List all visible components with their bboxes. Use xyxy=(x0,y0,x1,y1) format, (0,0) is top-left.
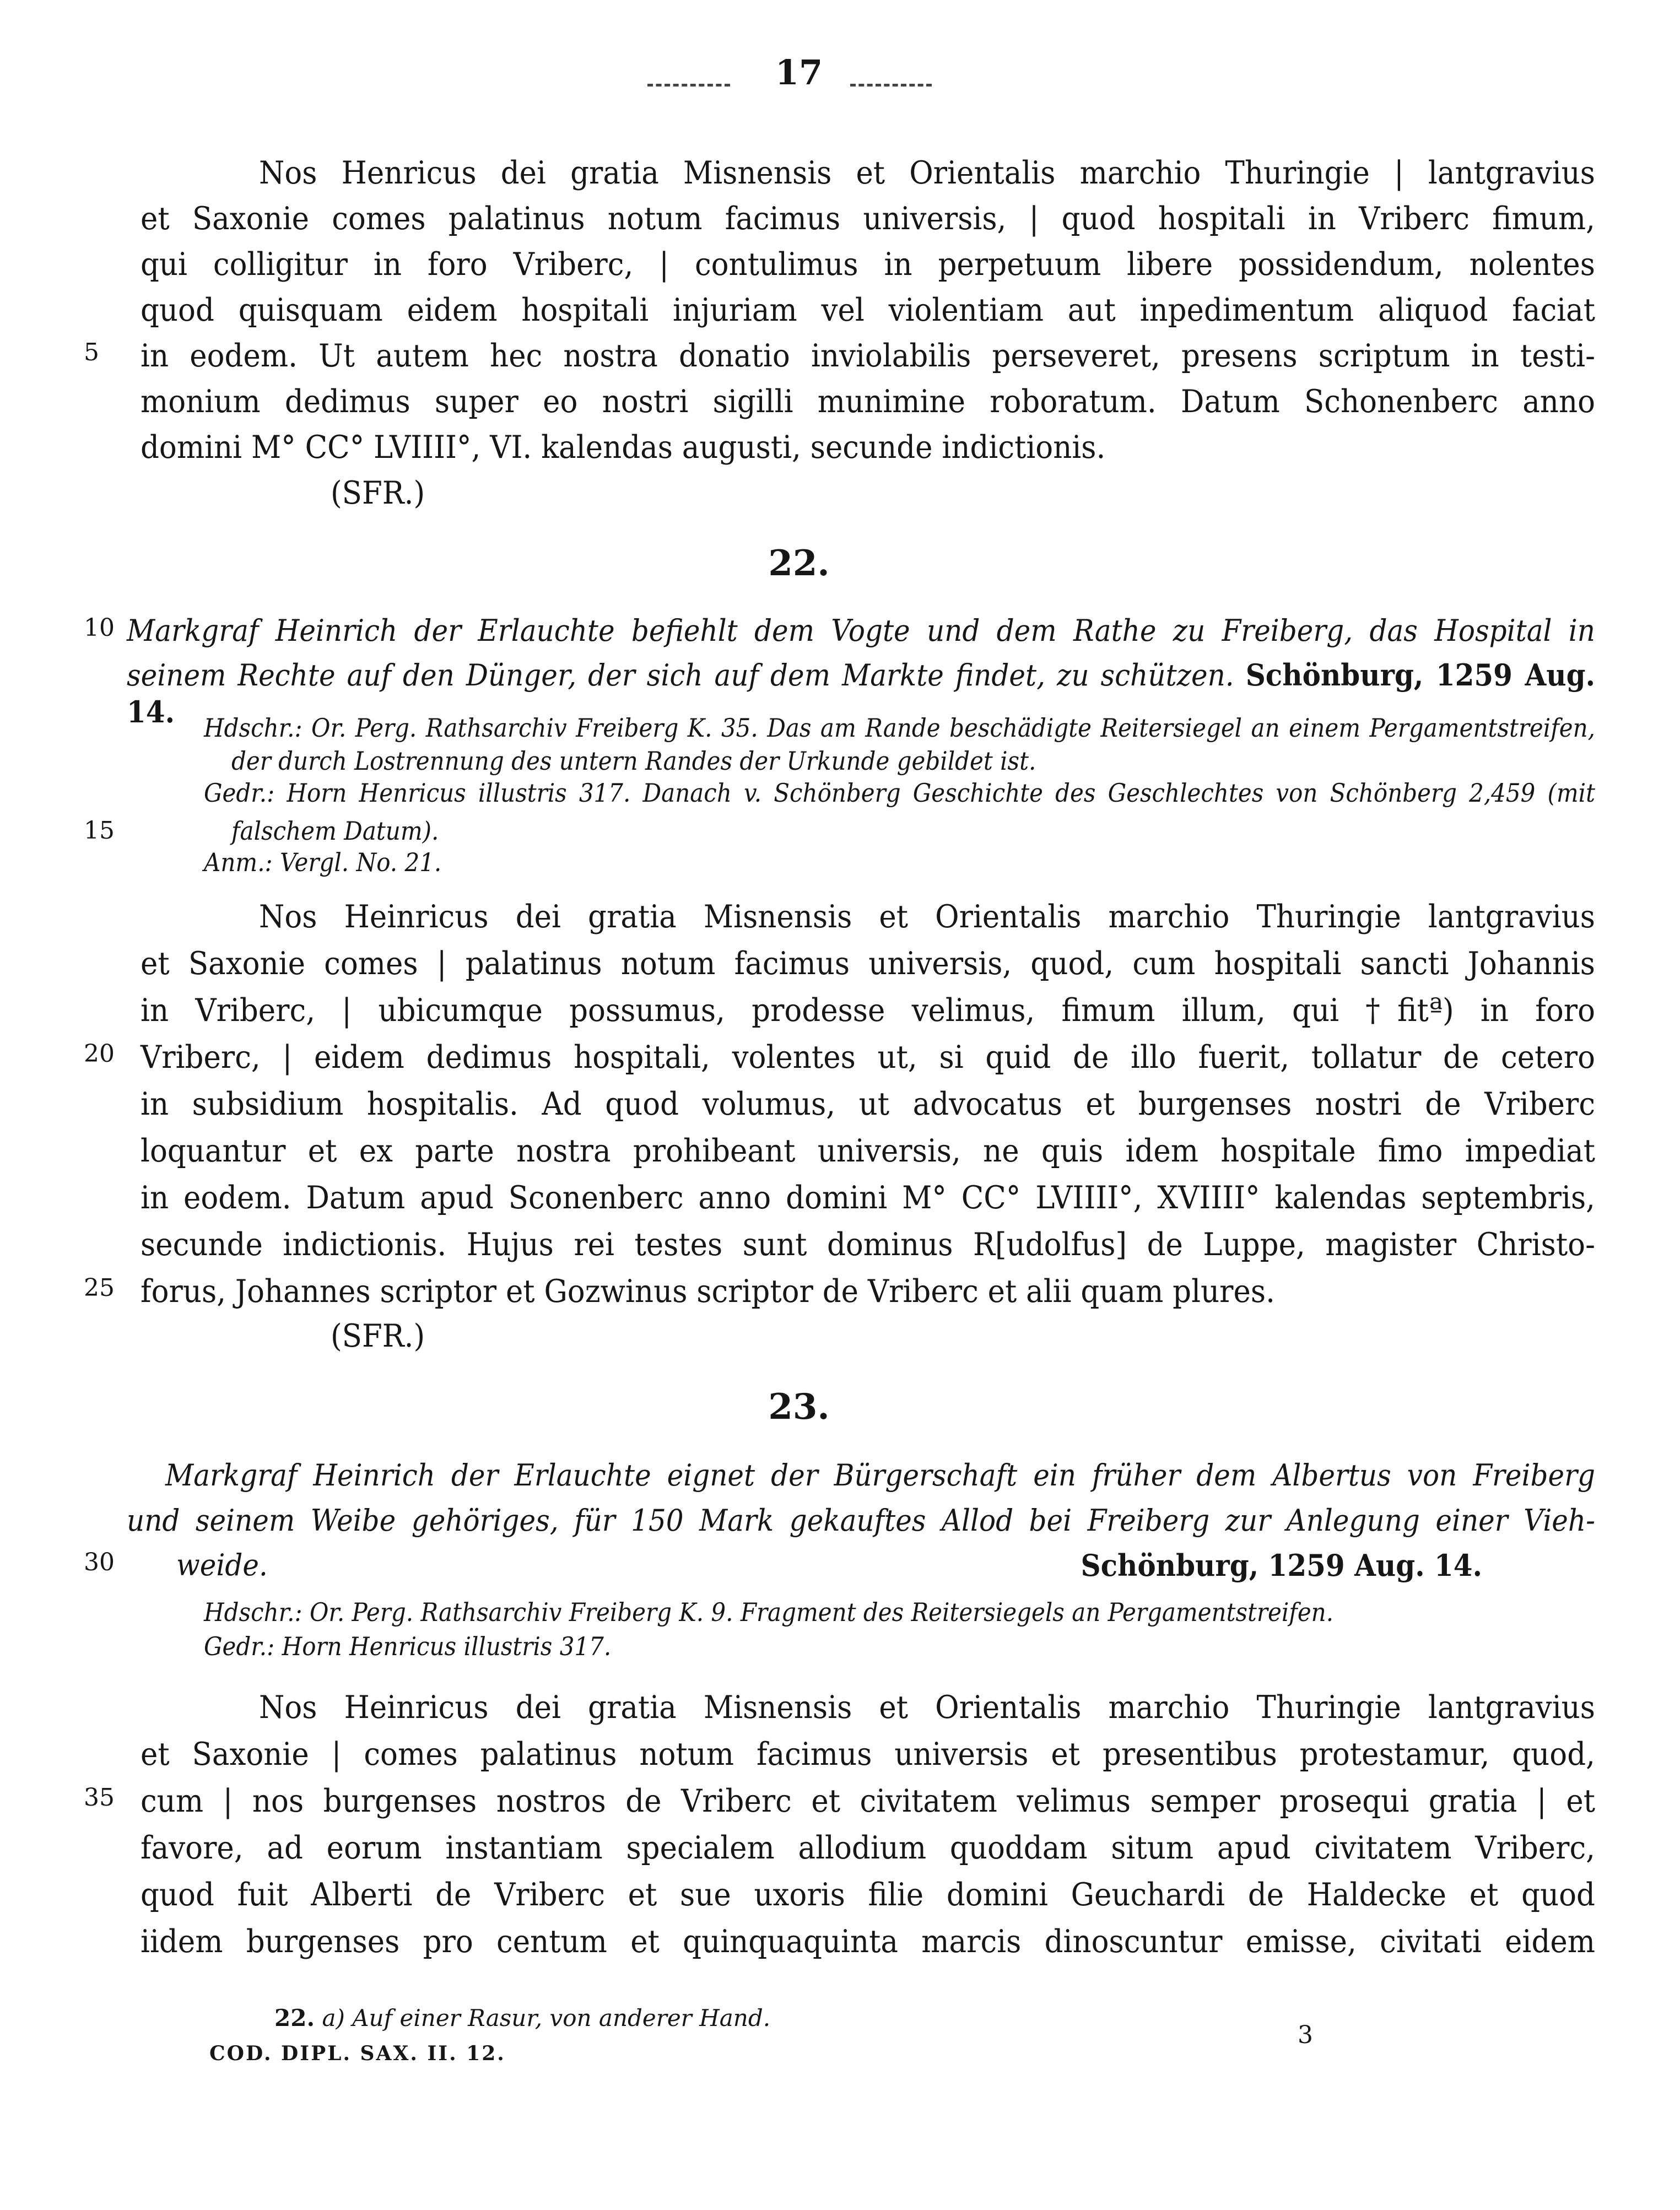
charter22-source-line: Anm.: Vergl. No. 21. xyxy=(204,848,442,877)
charter23-line: Nos Heinricus dei gratia Misnensis et Orientalis marchio Thuringie lantgravius xyxy=(259,1689,1595,1726)
footnote xyxy=(274,2004,770,2031)
charter23-date: Schönburg, 1259 Aug. 14. xyxy=(1081,1548,1482,1583)
charter21-line: et Saxonie comes palatinus notum facimus universis, | quod hospitali in Vriberc fimum, xyxy=(141,201,1595,237)
charter21-line: monium dedimus super eo nostri sigilli munimine roboratum. Datum Schonenberc anno xyxy=(141,383,1595,420)
charter23-line: favore, ad eorum instantiam specialem allodium quoddam situm apud civitatem Vriberc, xyxy=(141,1830,1595,1866)
footnote-text: a) Auf einer Rasur, von anderer Hand. xyxy=(322,2004,771,2031)
charter23-number-heading: 23. xyxy=(768,1386,830,1428)
page-number: 17 xyxy=(775,52,823,93)
summary-text: seinem Rechte auf den Dünger, der sich auf dem Markte findet, zu schützen. xyxy=(127,658,1234,693)
charter22-line: Vriberc, | eidem dedimus hospitali, volentes ut, si quid de illo fuerit, tollatur de cetero xyxy=(141,1039,1595,1076)
charter22-line: loquantur et ex parte nostra prohibeant universis, ne quis idem hospitale fimo impediat xyxy=(141,1133,1595,1169)
charter22-source-line: falschem Datum). xyxy=(231,817,439,846)
header-rule-right xyxy=(850,84,932,87)
margin-line-number-5: 5 xyxy=(84,338,99,366)
charter23-line: quod fuit Alberti de Vriberc et sue uxoris filie domini Geuchardi de Haldecke et quod xyxy=(141,1877,1595,1913)
charter22-number-heading: 22. xyxy=(768,543,830,584)
charter21-line: Nos Henricus dei gratia Misnensis et Orientalis marchio Thuringie | lantgravius xyxy=(259,155,1595,191)
charter23-line: cum | nos burgenses nostros de Vriberc et civitatem velimus semper prosequi gratia | et xyxy=(141,1783,1595,1819)
charter22-summary-line: Markgraf Heinrich der Erlauchte befiehlt dem Vogte und dem Rathe zu Freiberg, das Hospital in xyxy=(127,613,1595,648)
charter22-line: in subsidium hospitalis. Ad quod volumus, ut advocatus et burgenses nostri de Vriberc xyxy=(141,1086,1595,1122)
charter22-source-line: Gedr.: Horn Henricus illustris 317. Danach v. Schönberg Geschichte des Geschlechtes von Schönberg 2,459 (mit xyxy=(204,779,1595,808)
charter23-date-line xyxy=(992,1547,1482,1584)
charter23-summary-line: Markgraf Heinrich der Erlauchte eignet der Bürgerschaft ein früher dem Albertus von Freiberg xyxy=(165,1458,1595,1493)
charter23-line: iidem burgenses pro centum et quinquaquinta marcis dinoscuntur emisse, civitati eidem xyxy=(141,1923,1595,1960)
charter22-line: in Vriberc, | ubicumque possumus, prodesse velimus, fimum illum, qui †fitª) in foro xyxy=(141,992,1595,1029)
charter22-date: Schönburg, 1259 Aug. 14. xyxy=(127,657,1595,730)
margin-line-number-10: 10 xyxy=(84,614,115,642)
charter22-line: Nos Heinricus dei gratia Misnensis et Orientalis marchio Thuringie lantgravius xyxy=(259,899,1595,935)
margin-line-number-20: 20 xyxy=(84,1040,115,1068)
charter21-line: quod quisquam eidem hospitali injuriam vel violentiam aut inpedimentum aliquod faciat xyxy=(141,292,1595,328)
footnote-charter-ref: 22. xyxy=(274,2004,315,2031)
charter22-line: secunde indictionis. Hujus rei testes sunt dominus R[udolfus] de Luppe, magister Christo- xyxy=(141,1226,1595,1263)
charter23-line: et Saxonie | comes palatinus notum facimus universis et presentibus protestamur, quod, xyxy=(141,1736,1595,1773)
charter23-summary-line: weide. xyxy=(176,1548,268,1582)
charter22-line: in eodem. Datum apud Sconenberc anno domini M° CC° LVIIII°, XVIIII° kalendas septembris, xyxy=(141,1180,1595,1216)
charter23-source-line: Hdschr.: Or. Perg. Rathsarchiv Freiberg K. 9. Fragment des Reitersiegels an Pergamentstreifen. xyxy=(204,1598,1334,1627)
charter22-signature-initials: (SFR.) xyxy=(331,1318,425,1354)
charter21-line: domini M° CC° LVIIII°, VI. kalendas augusti, secunde indictionis. xyxy=(141,429,1106,466)
charter21-line: qui colligitur in foro Vriberc, | contulimus in perpetuum libere possidendum, nolentes xyxy=(141,246,1595,283)
charter22-source-line: der durch Lostrennung des untern Randes der Urkunde gebildet ist. xyxy=(231,747,1036,776)
sheet-signature-mark: 3 xyxy=(1298,2021,1313,2049)
margin-line-number-25: 25 xyxy=(84,1274,115,1302)
series-footer: COD. DIPL. SAX. II. 12. xyxy=(209,2042,506,2065)
margin-line-number-15: 15 xyxy=(84,817,115,845)
charter23-summary-line: und seinem Weibe gehöriges, für 150 Mark gekauftes Allod bei Freiberg zur Anlegung einer Vieh- xyxy=(127,1503,1595,1538)
charter22-line: forus, Johannes scriptor et Gozwinus scriptor de Vriberc et alii quam plures. xyxy=(141,1273,1275,1310)
charter21-signature-initials: (SFR.) xyxy=(331,475,425,511)
margin-line-number-30: 30 xyxy=(84,1548,115,1576)
charter22-line: et Saxonie comes | palatinus notum facimus universis, quod, cum hospitali sancti Johannis xyxy=(141,945,1595,982)
charter23-source-line: Gedr.: Horn Henricus illustris 317. xyxy=(204,1632,612,1661)
charter22-source-line: Hdschr.: Or. Perg. Rathsarchiv Freiberg K. 35. Das am Rande beschädigte Reitersiegel an einem Pergamentstreifen, xyxy=(204,714,1595,743)
charter21-line: in eodem. Ut autem hec nostra donatio inviolabilis perseveret, presens scriptum in testi- xyxy=(141,338,1595,374)
margin-line-number-35: 35 xyxy=(84,1784,115,1812)
